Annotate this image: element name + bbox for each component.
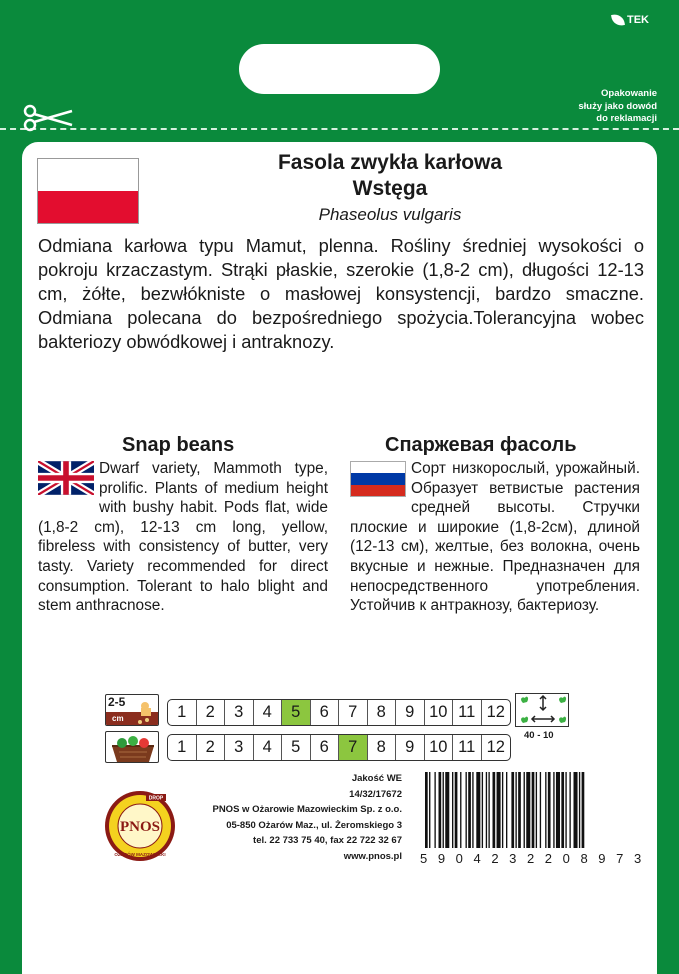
month-cell: 5: [282, 735, 311, 760]
leaf-icon: [611, 13, 625, 27]
month-cell: 10: [425, 735, 454, 760]
description-english: Dwarf variety, Mammoth type, prolific. Plants of medium height with bushy habit. Pods flat, wide (1,8-2 cm), 12-13 cm long, yellow, fibreless with consistency of butter, very tasty. Variety recommended for direct consumption. Tolerant to halo blight and stem anthracnose.: [38, 460, 328, 615]
sowing-depth-unit: cm: [112, 714, 124, 723]
company-website: www.pnos.pl: [343, 850, 402, 862]
barcode-digit: 3: [509, 851, 520, 866]
sowing-months-row: [167, 699, 511, 726]
svg-text:OŻARÓW MAZOWIECKI: OŻARÓW MAZOWIECKI: [114, 852, 166, 857]
month-cell: 2: [197, 735, 226, 760]
pnos-logo: [104, 790, 176, 862]
registration-number: 14/32/17672: [349, 788, 402, 800]
ean-barcode: [423, 772, 641, 848]
month-cell: 3: [225, 700, 254, 725]
company-phone: tel. 22 733 75 40, fax 22 722 32 67: [253, 835, 402, 846]
month-cell: 2: [197, 700, 226, 725]
month-cell: 7: [339, 735, 368, 760]
product-title: Fasola zwykła karłowa: [277, 151, 503, 174]
barcode-digit: 7: [616, 851, 627, 866]
month-cell: 8: [368, 700, 397, 725]
barcode-digit: 0: [455, 851, 466, 866]
description-russian: Сорт низкорослый, урожайный. Образует ветвистые растения средней высоты. Стручки плоские и широкие (1,8-2см), длиной (12-13 см), желтые, без волокна, очень вкусные и нежные. Предназначен для непосредственного употребления. Устойчив к антракнозу, бактериозу.: [350, 460, 640, 615]
barcode-digit: 2: [526, 851, 537, 866]
sowing-depth-icon: [105, 694, 159, 726]
quality-mark: Jakość WE: [351, 773, 402, 784]
month-cell: 1: [168, 700, 197, 725]
company-name: PNOS w Ożarowie Mazowieckim Sp. z o.o.: [212, 804, 402, 815]
barcode-digit: 3: [633, 851, 644, 866]
company-info: [212, 771, 402, 864]
barcode-digit: 9: [437, 851, 448, 866]
english-heading: Snap beans: [122, 434, 235, 456]
tek-brand: [612, 14, 649, 26]
hanger-tab: [239, 44, 440, 94]
month-cell: 8: [368, 735, 397, 760]
month-cell: 9: [396, 735, 425, 760]
month-cell: 6: [311, 735, 340, 760]
barcode-digit: 2: [491, 851, 502, 866]
plant-spacing-label: 40 - 10: [524, 730, 554, 741]
complaint-note: Opakowanie służy jako dowód do reklamacji: [578, 88, 657, 124]
month-cell: 4: [254, 735, 283, 760]
month-cell: 11: [453, 735, 482, 760]
month-cell: 6: [311, 700, 340, 725]
month-cell: 7: [339, 700, 368, 725]
barcode-digit: 4: [473, 851, 484, 866]
month-cell: 12: [486, 703, 505, 721]
sowing-depth-value: 2-5: [108, 695, 126, 709]
month-cell: 12: [486, 738, 505, 756]
russian-heading: Спаржевая фасоль: [385, 434, 577, 456]
barcode-digits: [420, 851, 644, 866]
description-polish: Odmiana karłowa typu Mamut, plenna. Rośliny średniej wysokości o pokroju krzaczastym. Strąki płaskie, szerokie (1,8-2 cm), długości 12-13 cm, żółte, bezwłókniste o masłowej konsystencji, bardzo smaczne. Odmiana polecana do bezpośredniego spożycia.Tolerancyjna wobec bakteriozy obwódkowej i antraknozy.: [38, 235, 644, 352]
company-address: 05-850 Ożarów Maz., ul. Żeromskiego 3: [226, 819, 402, 831]
month-cell: 4: [254, 700, 283, 725]
barcode-digit: 5: [420, 851, 430, 866]
month-cell: 10: [425, 700, 454, 725]
barcode-digit: 9: [598, 851, 609, 866]
month-cell: 11: [453, 700, 482, 725]
harvest-months-row: [167, 734, 511, 761]
barcode-digit: 0: [562, 851, 573, 866]
month-cell: 9: [396, 700, 425, 725]
barcode-digit: 2: [544, 851, 555, 866]
plant-spacing-icon: [515, 693, 569, 727]
scissors-icon: [22, 104, 74, 132]
variety-name: Wstęga: [352, 177, 428, 200]
month-cell: 3: [225, 735, 254, 760]
month-cell: 5: [282, 700, 311, 725]
barcode-digit: 8: [580, 851, 591, 866]
svg-text:DROP: DROP: [148, 795, 164, 802]
month-cell: 1: [168, 735, 197, 760]
harvest-basket-icon: [105, 731, 159, 763]
cut-line: [0, 128, 679, 130]
latin-name: Phaseolus vulgaris: [318, 205, 462, 224]
poland-flag-icon: [37, 158, 139, 224]
tek-label: TEK: [627, 14, 649, 26]
svg-text:PNOS: PNOS: [119, 819, 161, 835]
